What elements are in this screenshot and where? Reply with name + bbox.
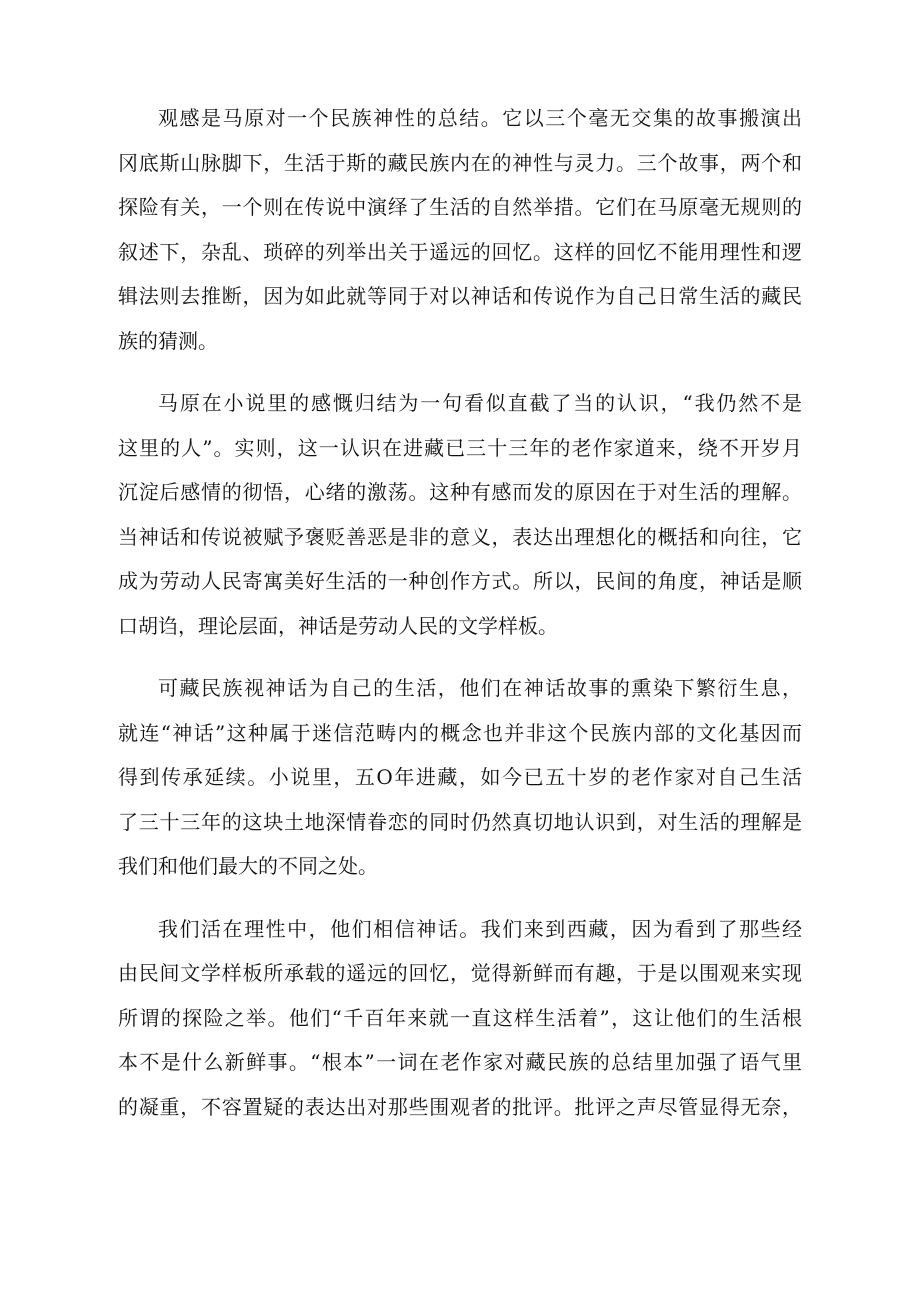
text-line: 口胡诌，理论层面，神话是劳动人民的文学样板。 <box>118 613 558 638</box>
paragraph-1 <box>118 96 802 363</box>
text-line: 当神话和传说被赋予褒贬善恶是非的意义，表达出理想化的概括和向往，它 <box>118 524 802 549</box>
paragraph-3 <box>118 666 802 889</box>
text-line: 辑法则去推断，因为如此就等同于对以神话和传说作为自己日常生活的藏民 <box>118 284 802 308</box>
text-line: 沉淀后感情的彻悟，心绪的激荡。这种有感而发的原因在于对生活的理解。 <box>118 480 802 504</box>
text-line: 得到传承延续。小说里，五O年进藏，如今已五十岁的老作家对自己生活 <box>118 765 802 789</box>
text-line: 这里的人”。实则，这一认识在进藏已三十三年的老作家道来，绕不开岁月 <box>118 435 802 460</box>
text-line: 由民间文学样板所承载的遥远的回忆，觉得新鲜而有趣，于是以围观来实现 <box>118 961 802 985</box>
text-line: 了三十三年的这块土地深情眷恋的同时仍然真切地认识到，对生活的理解是 <box>118 809 802 834</box>
text-line: 我们活在理性中，他们相信神话。我们来到西藏，因为看到了那些经 <box>158 916 802 941</box>
document-body <box>118 96 802 1147</box>
text-line: 所谓的探险之举。他们“千百年来就一直这样生活着”，这让他们的生活根 <box>118 1005 802 1030</box>
text-line: 族的猜测。 <box>118 328 218 353</box>
paragraph-2 <box>118 381 802 648</box>
text-line: 可藏民族视神话为自己的生活，他们在神话故事的熏染下繁衍生息， <box>158 676 802 700</box>
text-line: 叙述下，杂乱、琐碎的列举出关于遥远的回忆。这样的回忆不能用理性和逻 <box>118 239 802 264</box>
text-line: 探险有关，一个则在传说中演绎了生活的自然举措。它们在马原毫无规则的 <box>118 195 802 219</box>
text-line: 冈底斯山脉脚下，生活于斯的藏民族内在的神性与灵力。三个故事，两个和 <box>118 150 802 175</box>
text-line: 成为劳动人民寄寓美好生活的一种创作方式。所以，民间的角度，神话是顺 <box>118 569 802 593</box>
text-line: 观感是马原对一个民族神性的总结。它以三个毫无交集的故事搬演出 <box>158 106 802 130</box>
text-line: 本不是什么新鲜事。“根本”一词在老作家对藏民族的总结里加强了语气里 <box>118 1050 802 1074</box>
text-line: 的凝重，不容置疑的表达出对那些围观者的批评。批评之声尽管显得无奈， <box>118 1094 802 1119</box>
paragraph-4 <box>118 907 802 1130</box>
text-line: 马原在小说里的感慨归结为一句看似直截了当的认识，“我仍然不是 <box>158 391 802 415</box>
text-line: 我们和他们最大的不同之处。 <box>118 854 378 878</box>
text-line: 就连“神话”这种属于迷信范畴内的概念也并非这个民族内部的文化基因而 <box>118 720 802 745</box>
